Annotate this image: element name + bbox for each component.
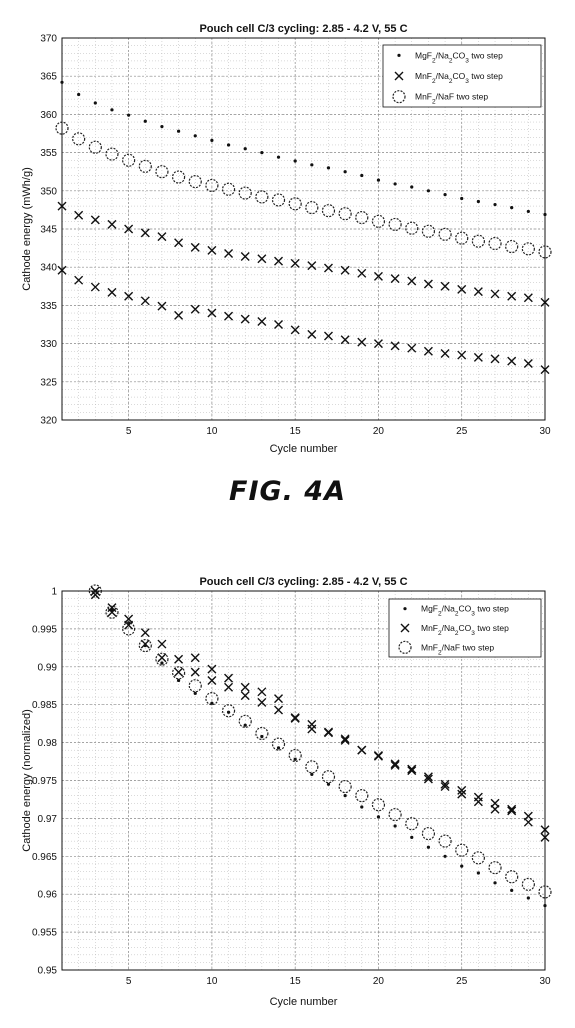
x-tick-label: 10	[206, 976, 218, 987]
data-point-dot	[227, 711, 230, 714]
data-point-dot	[460, 197, 463, 200]
x-tick-label: 20	[372, 976, 385, 987]
x-tick-label: 30	[539, 426, 551, 437]
data-point-dot	[177, 130, 180, 133]
x-tick-label: 15	[289, 976, 301, 987]
data-point-dot	[144, 120, 147, 123]
data-point-dot	[294, 159, 297, 162]
data-point-dot	[277, 746, 280, 749]
y-tick-label: 0.97	[37, 813, 57, 825]
data-point-dot	[294, 758, 297, 761]
legend-label: $MnF_2/Na_2CO_3$ two step	[415, 71, 503, 85]
data-point-dot	[477, 200, 480, 203]
legend-marker-dot	[403, 607, 406, 610]
chart-a	[0, 0, 575, 460]
y-tick-label: 365	[40, 71, 57, 83]
legend-label: $MgF_2/Na_2CO_3$ two step	[415, 50, 503, 64]
data-point-dot	[360, 805, 363, 808]
y-tick-label: 370	[40, 33, 57, 45]
y-tick-label: 320	[40, 415, 57, 427]
y-tick-label: 0.955	[31, 927, 57, 939]
data-point-dot	[227, 143, 230, 146]
data-point-dot	[160, 661, 163, 664]
y-tick-label: 325	[40, 377, 57, 389]
y-tick-label: 1	[51, 586, 57, 598]
data-point-dot	[327, 166, 330, 169]
y-tick-label: 0.985	[31, 700, 57, 712]
data-point-dot	[527, 896, 530, 899]
data-point-dot	[527, 210, 530, 213]
x-tick-label: 30	[539, 976, 551, 987]
data-point-dot	[260, 735, 263, 738]
y-axis-label-a: Cathode energy (mWh/g)	[21, 167, 33, 291]
x-tick-label: 5	[125, 976, 132, 987]
y-tick-label: 360	[40, 109, 57, 121]
x-tick-label: 15	[289, 426, 301, 437]
legend-marker-dot	[397, 54, 400, 57]
x-tick-label: 25	[456, 976, 468, 987]
x-tick-label: 20	[372, 426, 385, 437]
data-point-dot	[460, 865, 463, 868]
x-tick-label: 5	[125, 426, 132, 437]
y-tick-label: 0.965	[31, 851, 57, 863]
data-point-dot	[410, 185, 413, 188]
data-point-dot	[344, 170, 347, 173]
legend-label: $MnF_2/Na_2CO_3$ two step	[421, 623, 509, 637]
y-tick-label: 350	[40, 186, 57, 198]
legend-label: $MgF_2/Na_2CO_3$ two step	[421, 603, 509, 618]
data-point-dot	[110, 108, 113, 111]
data-point-dot	[427, 189, 430, 192]
data-point-dot	[127, 114, 130, 117]
y-tick-label: 335	[40, 300, 57, 312]
x-tick-label: 25	[456, 426, 468, 437]
data-point-dot	[377, 815, 380, 818]
data-point-dot	[443, 855, 446, 858]
data-point-dot	[510, 206, 513, 209]
data-point-dot	[410, 836, 413, 839]
figure-caption-4a: FIG. 4A	[229, 476, 346, 507]
data-point-dot	[394, 824, 397, 827]
data-point-dot	[510, 889, 513, 892]
data-point-dot	[77, 93, 80, 96]
y-tick-label: 0.975	[31, 776, 57, 787]
x-tick-label: 10	[206, 426, 218, 437]
data-point-dot	[377, 179, 380, 182]
data-point-dot	[360, 174, 363, 177]
data-point-dot	[394, 182, 397, 185]
y-tick-label: 340	[40, 262, 57, 274]
chart-b	[0, 565, 575, 1023]
data-point-dot	[493, 203, 496, 206]
x-axis-label-b: Cycle number	[269, 996, 338, 1008]
data-point-dot	[277, 156, 280, 159]
chart-title-b: Pouch cell C/3 cycling: 2.85 - 4.2 V, 55 C	[199, 576, 408, 588]
data-point-dot	[344, 794, 347, 797]
y-tick-label: 0.98	[37, 738, 57, 750]
y-tick-label: 0.995	[31, 624, 57, 636]
x-axis-label-a: Cycle number	[269, 443, 338, 455]
data-point-dot	[210, 139, 213, 142]
chart-title-a: Pouch cell C/3 cycling: 2.85 - 4.2 V, 55 C	[199, 23, 408, 35]
data-point-dot	[477, 871, 480, 874]
legend-b	[389, 599, 541, 657]
data-point-dot	[493, 881, 496, 884]
data-point-dot	[443, 193, 446, 196]
legend-label: MnF$_2$/NaF two step	[415, 91, 489, 106]
y-tick-label: 355	[40, 148, 57, 160]
data-point-dot	[427, 846, 430, 849]
chart-panel-b	[0, 565, 575, 1023]
y-tick-label: 330	[40, 339, 57, 351]
data-point-dot	[94, 101, 97, 104]
chart-panel-a	[0, 0, 575, 460]
y-tick-label: 0.96	[37, 889, 57, 901]
y-tick-label: 0.95	[37, 965, 57, 977]
data-point-dot	[244, 147, 247, 150]
y-axis-label-b: Cathode energy (normalized)	[21, 709, 33, 852]
data-point-dot	[260, 151, 263, 154]
data-point-dot	[160, 125, 163, 128]
legend-a	[383, 45, 541, 107]
y-tick-label: 345	[40, 224, 57, 236]
legend-label: MnF$_2$/NaF two step	[421, 642, 495, 656]
data-point-dot	[310, 163, 313, 166]
data-point-dot	[244, 724, 247, 727]
data-point-dot	[194, 134, 197, 137]
y-tick-label: 0.99	[37, 662, 57, 674]
